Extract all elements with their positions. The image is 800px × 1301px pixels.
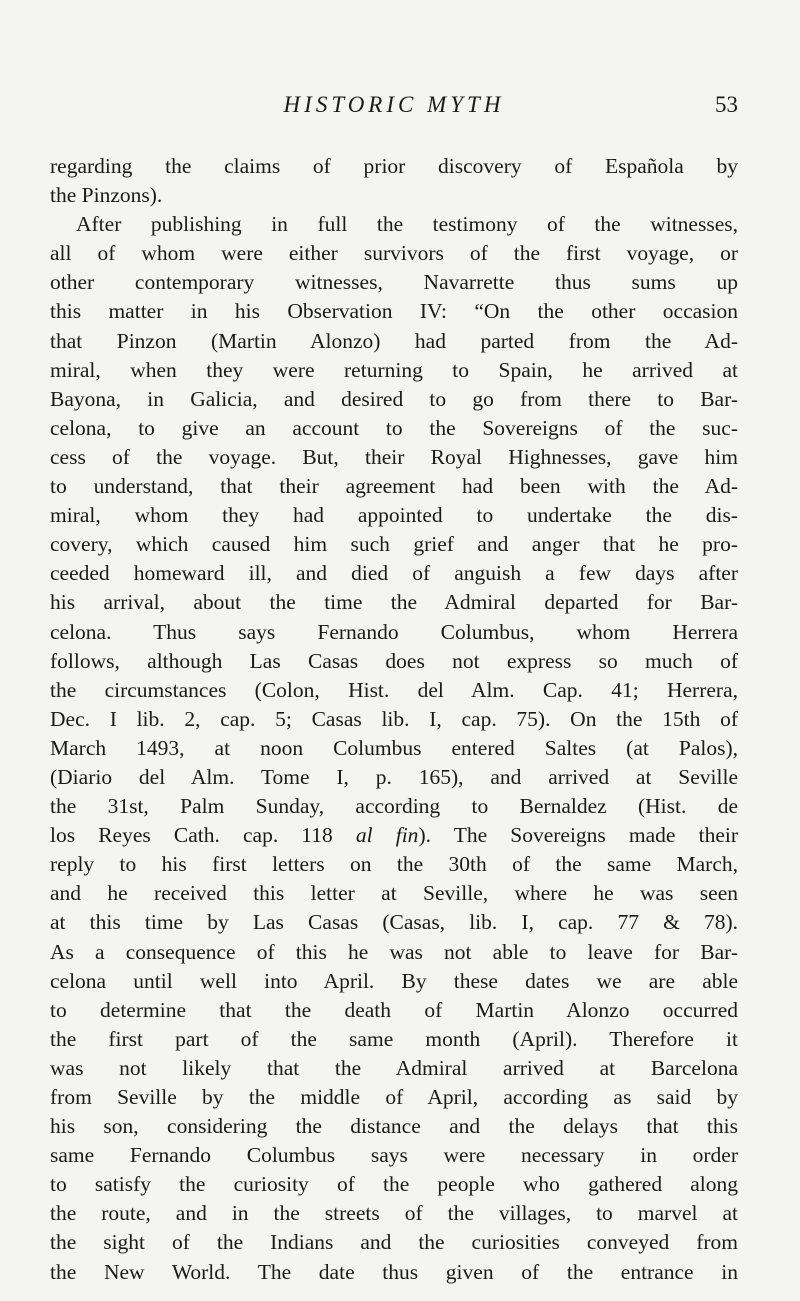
text-line: Bayona, in Galicia, and desired to go from there to Bar- xyxy=(50,386,738,411)
italic-phrase: al fin xyxy=(355,823,419,848)
text-line: all of whom were either survivors of the first voyage, or xyxy=(50,241,738,266)
text-segment: los Reyes Cath. cap. 118 xyxy=(50,823,356,848)
text-line: his son, considering the distance and the delays that this xyxy=(50,1114,738,1139)
body-text xyxy=(50,152,738,1287)
text-line: celona. Thus says Fernando Columbus, whom Herrera xyxy=(50,619,738,644)
text-line: the Pinzons). xyxy=(50,183,163,208)
text-line: covery, which caused him such grief and anger that he pro- xyxy=(50,532,738,557)
text-line: follows, although Las Casas does not express so much of xyxy=(50,648,738,673)
text-line: Dec. I lib. 2, cap. 5; Casas lib. I, cap. 75). On the 15th of xyxy=(50,706,738,731)
text-line: from Seville by the middle of April, according as said by xyxy=(50,1085,738,1109)
text-line: cess of the voyage. But, their Royal Highnesses, gave him xyxy=(50,444,738,469)
paragraph-start-line: After publishing in full the testimony of the witnesses, xyxy=(76,212,738,237)
text-line: the sight of the Indians and the curiosities conveyed from xyxy=(50,1230,738,1255)
text-line: miral, when they were returning to Spain, he arrived at xyxy=(50,357,738,382)
text-line: miral, whom they had appointed to undertake the dis- xyxy=(50,503,738,528)
text-line: March 1493, at noon Columbus entered Saltes (at Palos), xyxy=(50,735,738,760)
text-line: was not likely that the Admiral arrived at Barcelona xyxy=(50,1055,738,1080)
running-head xyxy=(50,90,738,120)
text-line: same Fernando Columbus says were necessary in order xyxy=(50,1143,738,1168)
text-segment: ). The Sovereigns made their xyxy=(418,823,738,848)
text-line: to determine that the death of Martin Alonzo occurred xyxy=(50,997,738,1022)
text-line: celona until well into April. By these dates we are able xyxy=(50,968,738,993)
text-line: that Pinzon (Martin Alonzo) had parted from the Ad- xyxy=(50,328,738,353)
text-line: his arrival, about the time the Admiral departed for Bar- xyxy=(50,590,738,615)
text-line: at this time by Las Casas (Casas, lib. I, cap. 77 & 78). xyxy=(50,910,738,935)
page-number: 53 xyxy=(715,92,738,117)
text-line: the New World. The date thus given of the entrance in xyxy=(50,1259,738,1284)
text-line: to understand, that their agreement had been with the Ad- xyxy=(50,474,738,499)
text-line: celona, to give an account to the Sovereigns of the suc- xyxy=(50,415,738,440)
text-line: reply to his first letters on the 30th of the same March, xyxy=(50,852,738,877)
text-line: and he received this letter at Seville, where he was seen xyxy=(50,881,738,906)
text-line: the first part of the same month (April). Therefore it xyxy=(50,1026,738,1051)
text-line: regarding the claims of prior discovery of Española by xyxy=(50,154,738,178)
text-line: other contemporary witnesses, Navarrette thus sums up xyxy=(50,270,738,295)
text-line: the circumstances (Colon, Hist. del Alm. Cap. 41; Herrera, xyxy=(50,677,738,702)
text-line: As a consequence of this he was not able to leave for Bar- xyxy=(50,939,738,964)
running-title: HISTORIC MYTH xyxy=(283,92,505,117)
text-line: to satisfy the curiosity of the people who gathered along xyxy=(50,1172,738,1197)
text-line xyxy=(50,821,738,850)
text-line: this matter in his Observation IV: “On the other occasion xyxy=(50,299,738,324)
text-line: ceeded homeward ill, and died of anguish a few days after xyxy=(50,561,738,586)
text-line: the 31st, Palm Sunday, according to Bernaldez (Hist. de xyxy=(50,794,738,819)
text-line: (Diario del Alm. Tome I, p. 165), and arrived at Seville xyxy=(50,764,738,789)
text-line: the route, and in the streets of the villages, to marvel at xyxy=(50,1201,738,1226)
